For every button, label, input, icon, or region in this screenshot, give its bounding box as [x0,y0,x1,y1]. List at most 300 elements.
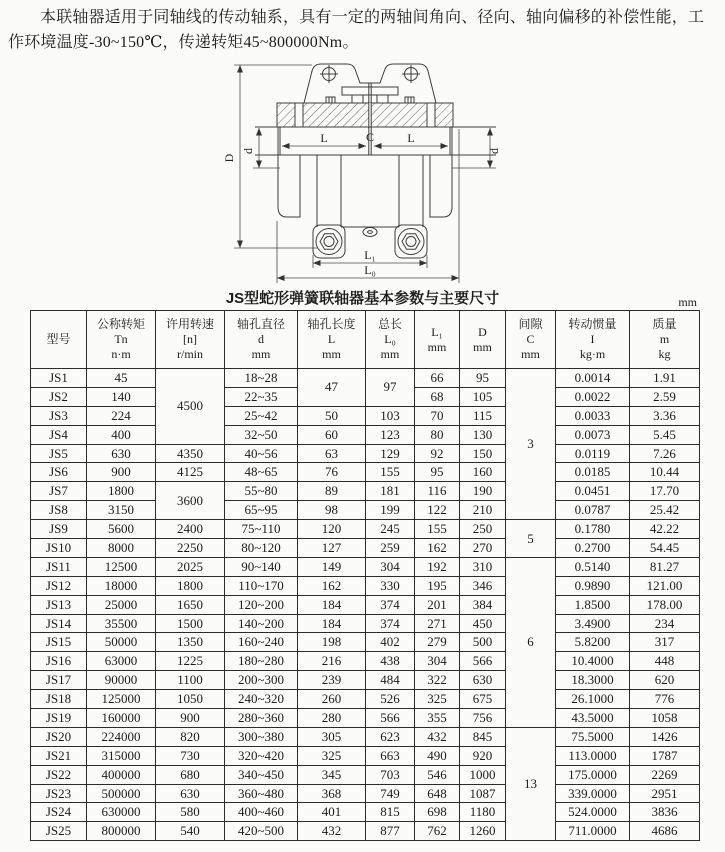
table-cell: 0.5140 [556,557,630,576]
table-cell: 432 [415,727,460,746]
table-row [31,822,700,841]
table-cell: 192 [415,557,460,576]
table-cell: 0.0119 [556,444,630,463]
table-cell: 648 [415,784,460,803]
table-cell: 448 [630,652,700,671]
table-cell: 432 [298,822,366,841]
table-cell: 120~200 [225,595,298,614]
table-row [31,463,700,482]
table-cell: 63 [298,444,366,463]
table-cell: 130 [460,425,506,444]
table-row [31,652,700,671]
column-header-line: [n] [183,332,197,346]
column-header [156,311,225,369]
table-cell: 80 [415,425,460,444]
table-cell: 3.4900 [556,614,630,633]
column-header-line: Tn [114,332,128,346]
table-cell: 546 [415,765,460,784]
table-cell: 820 [156,727,225,746]
table-cell: 5 [506,520,556,558]
table-cell: 3 [506,369,556,520]
table-cell: 22~35 [225,387,298,406]
table-cell: 63000 [87,652,156,671]
table-cell: 25.42 [630,501,700,520]
table-cell: 75.5000 [556,727,630,746]
column-header-line: r/min [177,347,203,361]
table-cell: 663 [366,746,415,765]
table-cell: 160000 [87,709,156,728]
table-cell: 35500 [87,614,156,633]
parameters-table [30,310,700,841]
table-cell: 75~110 [225,520,298,539]
table-cell: 181 [366,482,415,501]
column-header-line: mm [251,347,271,361]
column-header-line: 间隙 [518,317,543,331]
table-cell: 127 [298,539,366,558]
column-header [460,311,506,369]
table-cell: JS1 [31,369,87,388]
table-row [31,576,700,595]
column-header-line: kg·m [579,347,606,361]
table-cell: 304 [415,652,460,671]
table-cell: 4125 [156,463,225,482]
table-cell: 18.3000 [556,671,630,690]
table-cell: 500 [460,633,506,652]
table-row [31,520,700,539]
table-row [31,727,700,746]
coupling-technical-drawing [0,55,725,287]
column-header-line: mm [473,339,492,354]
table-cell: 18~28 [225,369,298,388]
column-header-line: mm [322,347,341,361]
table-cell: 540 [156,822,225,841]
table-row [31,482,700,501]
table-cell: 402 [366,633,415,652]
table-cell: 1225 [156,652,225,671]
table-cell: 0.0451 [556,482,630,501]
table-cell: 1650 [156,595,225,614]
table-cell: 3600 [156,482,225,520]
table-cell: 368 [298,784,366,803]
table-cell: 13 [506,727,556,840]
table-cell: 279 [415,633,460,652]
column-header-line: 型号 [46,332,71,346]
table-cell: JS23 [31,784,87,803]
table-cell: JS6 [31,463,87,482]
column-header-line: mm [521,347,540,361]
table-cell: 184 [298,614,366,633]
table-cell: 450 [460,614,506,633]
table-cell: 1087 [460,784,506,803]
table-cell: 103 [366,406,415,425]
table-cell: 234 [630,614,700,633]
table-cell: 121.00 [630,576,700,595]
table-cell: JS16 [31,652,87,671]
table-cell: 110~170 [225,576,298,595]
column-header-line: d [258,332,264,346]
table-cell: 1180 [460,803,506,822]
table-cell: 25~42 [225,406,298,425]
table-cell: 5.8200 [556,633,630,652]
table-cell: 877 [366,822,415,841]
table-cell: 180~280 [225,652,298,671]
table-cell: 240~320 [225,690,298,709]
coupling-diagram-svg [200,57,530,285]
table-cell: 150 [460,444,506,463]
table-cell: 400 [87,425,156,444]
table-cell: 2250 [156,539,225,558]
table-cell: 66 [415,369,460,388]
table-cell: 116 [415,482,460,501]
table-cell: JS18 [31,690,87,709]
table-cell: 60 [298,425,366,444]
table-cell: JS11 [31,557,87,576]
table-cell: 32~50 [225,425,298,444]
table-cell: 374 [366,595,415,614]
table-cell: 25000 [87,595,156,614]
table-cell: 730 [156,746,225,765]
column-header [556,311,630,369]
table-cell: JS17 [31,671,87,690]
table-row [31,406,700,425]
table-row [31,746,700,765]
column-header-line: n·m [111,347,131,361]
table-cell: 201 [415,595,460,614]
table-cell: 90~140 [225,557,298,576]
table-cell: 325 [415,690,460,709]
table-cell: 675 [460,690,506,709]
table-cell: 115 [460,406,506,425]
table-cell: 438 [366,652,415,671]
table-cell: 280 [298,709,366,728]
table-cell: 0.0787 [556,501,630,520]
column-header [415,311,460,369]
table-cell: JS9 [31,520,87,539]
table-row [31,614,700,633]
table-cell: 623 [366,727,415,746]
table-cell: 160 [460,463,506,482]
dim-label-D: D [222,153,236,163]
table-cell: 2951 [630,784,700,803]
table-cell: 703 [366,765,415,784]
table-cell: 245 [366,520,415,539]
table-cell: 98 [298,501,366,520]
table-cell: JS12 [31,576,87,595]
table-cell: 320~420 [225,746,298,765]
column-header [298,311,366,369]
column-header-line: mm [380,347,400,361]
table-cell: JS2 [31,387,87,406]
table-cell: 800000 [87,822,156,841]
column-header-line: 轴孔直径 [236,317,285,331]
table-cell: 0.0185 [556,463,630,482]
table-cell: 26.1000 [556,690,630,709]
column-header-line: L₁ [431,324,443,339]
table-cell: 374 [366,614,415,633]
table-cell: 140 [87,387,156,406]
table-cell: 184 [298,595,366,614]
table-cell: 270 [460,539,506,558]
table-cell: 10.44 [630,463,700,482]
table-cell: 113.0000 [556,746,630,765]
table-cell: 1058 [630,709,700,728]
table-cell: JS3 [31,406,87,425]
dim-label-L1: L₁ [364,248,376,262]
column-header [225,311,298,369]
table-cell: 0.1780 [556,520,630,539]
table-cell: 224 [87,406,156,425]
intro-paragraph: 本联轴器适用于同轴线的传动轴系，具有一定的两轴间角向、径向、轴向偏移的补偿性能，工作环境温度-30~150℃，传递转矩45~800000Nm。 [8,9,705,51]
table-cell: 260 [298,690,366,709]
table-cell: 345 [298,765,366,784]
table-cell: 526 [366,690,415,709]
table-cell: 0.2700 [556,539,630,558]
table-cell: JS19 [31,709,87,728]
table-cell: 317 [630,633,700,652]
table-cell: JS24 [31,803,87,822]
table-cell: 2269 [630,765,700,784]
table-cell: 355 [415,709,460,728]
table-cell: JS8 [31,501,87,520]
table-cell: 17.70 [630,482,700,501]
table-cell: JS13 [31,595,87,614]
table-cell: 162 [298,576,366,595]
table-cell: 4500 [156,369,225,445]
table-cell: 756 [460,709,506,728]
table-cell: 3150 [87,501,156,520]
table-cell: 155 [415,520,460,539]
table-cell: 97 [366,369,415,407]
table-row [31,369,700,388]
table-cell: 48~65 [225,463,298,482]
table-cell: 190 [460,482,506,501]
table-cell: 566 [460,652,506,671]
table-cell: 259 [366,539,415,558]
table-cell: 920 [460,746,506,765]
table-cell: 346 [460,576,506,595]
table-cell: JS14 [31,614,87,633]
table-cell: 224000 [87,727,156,746]
table-cell: 6 [506,557,556,727]
table-cell: 122 [415,501,460,520]
table-cell: JS10 [31,539,87,558]
table-cell: 81.27 [630,557,700,576]
table-cell: 762 [415,822,460,841]
column-header-line: C [526,332,535,346]
column-header-line: I [590,332,595,346]
column-header [506,311,556,369]
table-cell: 400000 [87,765,156,784]
table-row [31,539,700,558]
table-cell: 55~80 [225,482,298,501]
table-cell: 300~380 [225,727,298,746]
table-cell: JS20 [31,727,87,746]
table-row [31,803,700,822]
table-cell: 2025 [156,557,225,576]
table-cell: 271 [415,614,460,633]
table-cell: 175.0000 [556,765,630,784]
table-cell: 0.0014 [556,369,630,388]
column-header-line: 许用转速 [165,317,214,331]
table-cell: 1260 [460,822,506,841]
table-cell: 1787 [630,746,700,765]
table-cell: 711.0000 [556,822,630,841]
table-cell: 630 [87,444,156,463]
table-cell: 3.36 [630,406,700,425]
table-cell: 3836 [630,803,700,822]
table-row [31,784,700,803]
table-cell: 125000 [87,690,156,709]
header-row [31,311,700,369]
dim-label-d-left: d [241,148,255,154]
column-header-line: L [327,332,336,346]
table-cell: 50 [298,406,366,425]
table-cell: JS5 [31,444,87,463]
dim-label-C: C [365,130,375,144]
table-cell: JS25 [31,822,87,841]
column-header [31,311,87,369]
table-cell: 490 [415,746,460,765]
table-title-row [0,287,725,310]
table-cell: 178.00 [630,595,700,614]
table-cell: 305 [298,727,366,746]
table-cell: 43.5000 [556,709,630,728]
table-cell: 2.59 [630,387,700,406]
table-cell: 5600 [87,520,156,539]
table-cell: 70 [415,406,460,425]
column-header-line: 总长 [377,317,402,331]
table-cell: 155 [366,463,415,482]
column-header-line: mm [427,339,447,354]
table-row [31,709,700,728]
table-cell: 384 [460,595,506,614]
table-row [31,690,700,709]
dim-label-L0: L₀ [364,263,376,277]
dim-label-L-right: L [407,131,415,145]
column-header-line: D [478,324,487,339]
table-cell: 45 [87,369,156,388]
table-cell: 2400 [156,520,225,539]
table-cell: 900 [87,463,156,482]
table-cell: 95 [415,463,460,482]
table-cell: 1800 [87,482,156,501]
table-cell: 65~95 [225,501,298,520]
table-cell: 680 [156,765,225,784]
table-cell: 89 [298,482,366,501]
table-cell: 80~120 [225,539,298,558]
table-cell: 304 [366,557,415,576]
table-cell: 50000 [87,633,156,652]
table-row [31,671,700,690]
table-row [31,444,700,463]
table-cell: 54.45 [630,539,700,558]
table-cell: 400~460 [225,803,298,822]
column-header [630,311,700,369]
table-cell: 1426 [630,727,700,746]
table-cell: 698 [415,803,460,822]
table-cell: 5.45 [630,425,700,444]
table-cell: 815 [366,803,415,822]
table-cell: 360~480 [225,784,298,803]
table-cell: 339.0000 [556,784,630,803]
table-cell: 140~200 [225,614,298,633]
table-cell: 105 [460,387,506,406]
table-cell: 420~500 [225,822,298,841]
table-cell: JS4 [31,425,87,444]
table-cell: 620 [630,671,700,690]
table-cell: 18000 [87,576,156,595]
column-header-line: L₀ [384,332,396,346]
table-cell: 92 [415,444,460,463]
coupling-body-outline [255,64,496,258]
table-cell: 68 [415,387,460,406]
table-cell: 630 [156,784,225,803]
table-row [31,595,700,614]
table-row [31,765,700,784]
table-cell: 198 [298,633,366,652]
table-cell: 1100 [156,671,225,690]
column-header [87,311,156,369]
column-header-line: kg [658,347,671,361]
table-cell: 1.8500 [556,595,630,614]
table-cell: 401 [298,803,366,822]
table-cell: 580 [156,803,225,822]
table-cell: 10.4000 [556,652,630,671]
table-cell: 120 [298,520,366,539]
table-cell: 500000 [87,784,156,803]
table-row [31,501,700,520]
table-cell: 210 [460,501,506,520]
table-header [31,311,700,369]
table-cell: 149 [298,557,366,576]
table-cell: 280~360 [225,709,298,728]
table-cell: 0.0022 [556,387,630,406]
table-cell: 162 [415,539,460,558]
table-cell: 524.0000 [556,803,630,822]
column-header-line: 公称转矩 [96,317,145,331]
table-cell: 7.26 [630,444,700,463]
column-header-line: 质量 [652,317,677,331]
table-body [31,369,700,841]
dim-label-d-right: d [487,148,501,154]
table-cell: 200~300 [225,671,298,690]
table-cell: 484 [366,671,415,690]
column-header-line: 转动惯量 [568,317,617,331]
table-cell: 4350 [156,444,225,463]
table-cell: 42.22 [630,520,700,539]
table-cell: 47 [298,369,366,407]
table-cell: JS21 [31,746,87,765]
table-cell: JS15 [31,633,87,652]
table-cell: 40~56 [225,444,298,463]
table-cell: 216 [298,652,366,671]
table-cell: JS7 [31,482,87,501]
table-cell: 845 [460,727,506,746]
table-cell: 1000 [460,765,506,784]
table-cell: 199 [366,501,415,520]
table-cell: 1350 [156,633,225,652]
column-header-line: m [659,332,670,346]
table-cell: 0.0073 [556,425,630,444]
table-cell: 90000 [87,671,156,690]
table-cell: 1.91 [630,369,700,388]
column-header-line: 轴孔长度 [307,317,356,331]
table-cell: 129 [366,444,415,463]
table-cell: 95 [460,369,506,388]
table-cell: 630 [460,671,506,690]
table-cell: 123 [366,425,415,444]
table-cell: 1050 [156,690,225,709]
